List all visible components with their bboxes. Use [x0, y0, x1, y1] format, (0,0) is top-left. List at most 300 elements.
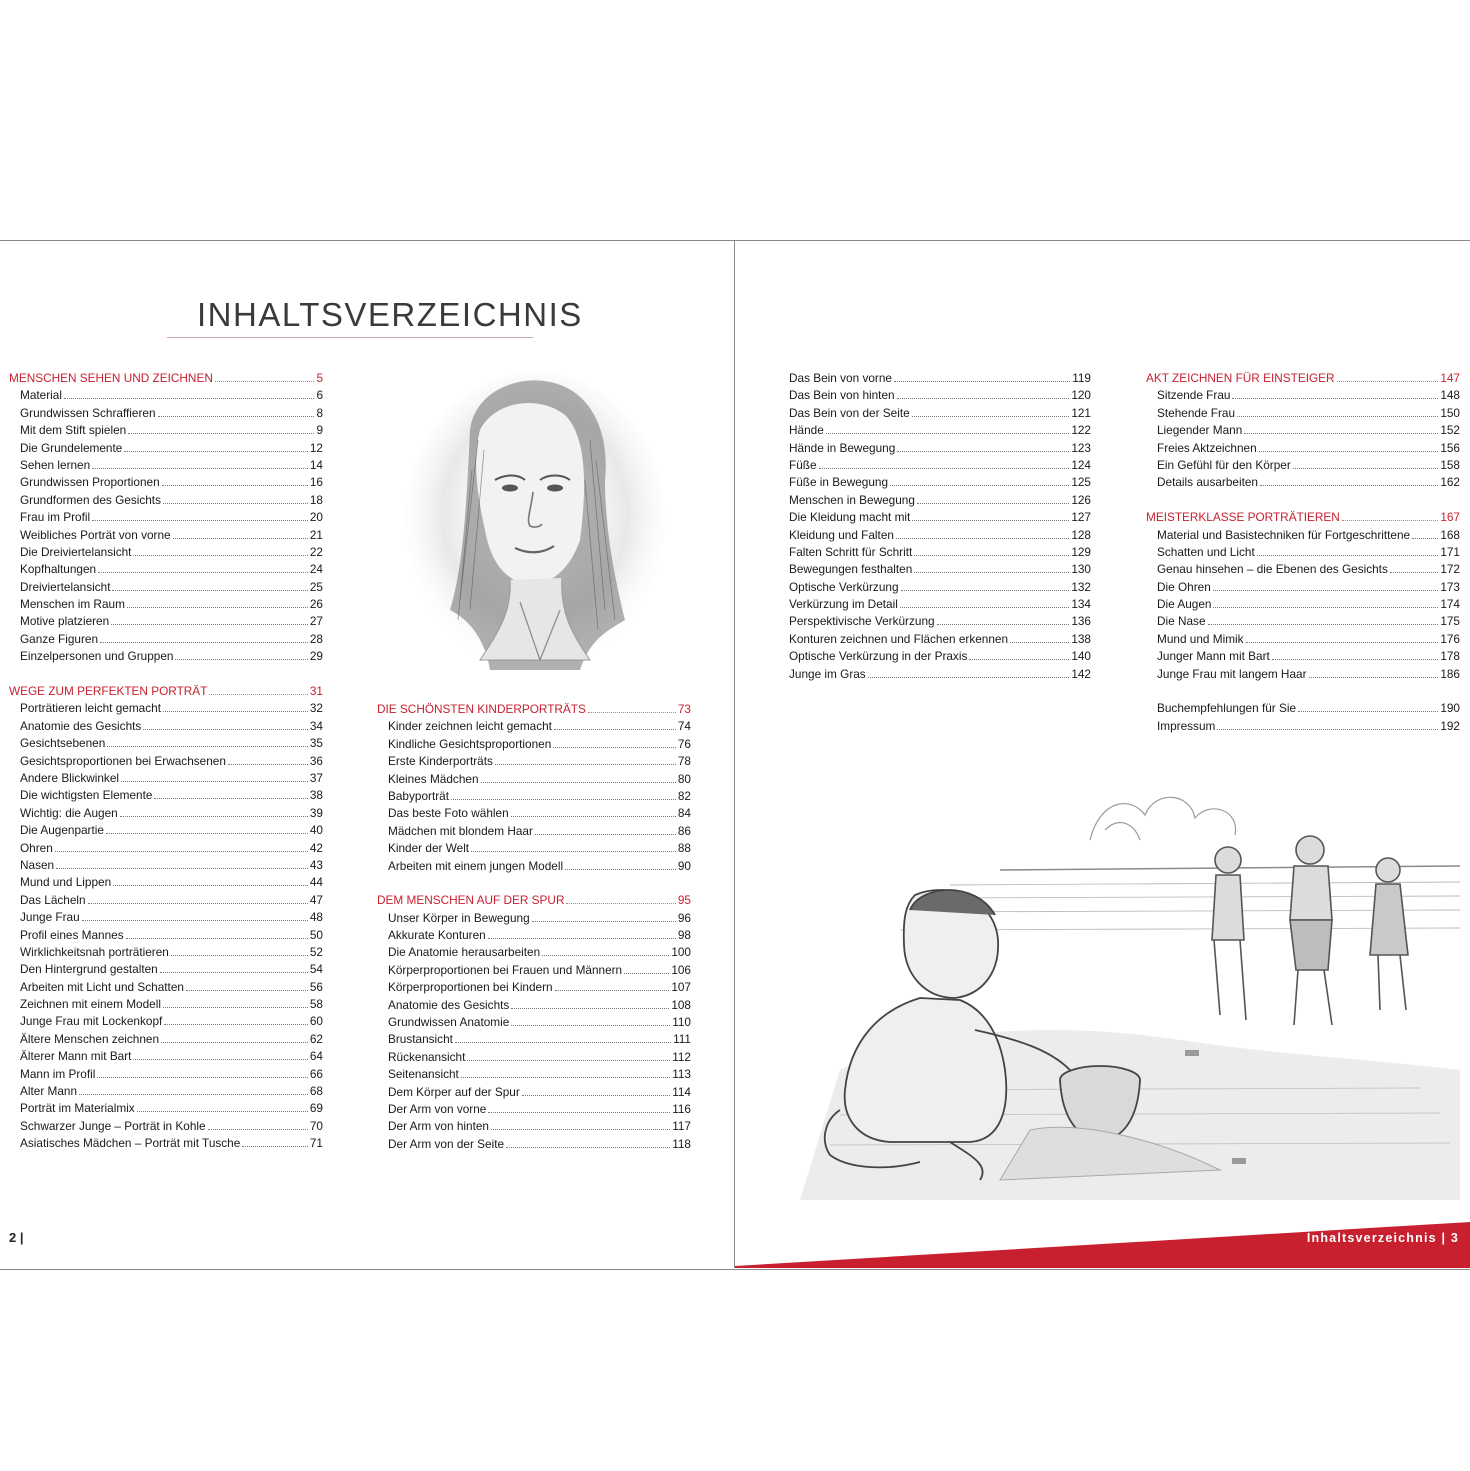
- dot-leader: [1217, 729, 1438, 730]
- toc-label: Das beste Foto wählen: [388, 806, 509, 821]
- toc-page-number: 74: [677, 719, 691, 734]
- toc-entry[interactable]: [9, 822, 323, 839]
- dot-leader: [175, 659, 307, 660]
- dot-leader: [912, 416, 1070, 417]
- toc-label: Asiatisches Mädchen – Porträt mit Tusche: [20, 1136, 241, 1151]
- toc-page-number: 124: [1071, 457, 1091, 472]
- toc-page-number: 119: [1072, 371, 1091, 385]
- toc-label: DEM MENSCHEN AUF DER SPUR: [377, 893, 565, 908]
- page-gutter: [734, 240, 735, 1268]
- toc-label: Andere Blickwinkel: [20, 770, 120, 785]
- toc-label: Wirklichkeitsnah porträtieren: [20, 944, 169, 959]
- toc-column-4: [1146, 370, 1460, 753]
- toc-page-number: 126: [1071, 492, 1091, 507]
- toc-label: Sehen lernen: [20, 457, 91, 472]
- toc-entry[interactable]: [377, 1118, 691, 1135]
- toc-page-number: 40: [309, 823, 323, 838]
- toc-entry[interactable]: [9, 996, 323, 1013]
- toc-label: Genau hinsehen – die Ebenen des Gesichts: [1157, 562, 1388, 577]
- dot-leader: [113, 885, 308, 886]
- toc-page-number: 174: [1440, 597, 1460, 612]
- toc-entry[interactable]: [377, 840, 691, 857]
- toc-entry[interactable]: [1146, 700, 1460, 717]
- toc-page-number: 16: [309, 475, 323, 490]
- toc-label: Älterer Mann mit Bart: [20, 1049, 132, 1064]
- toc-entry[interactable]: [1146, 422, 1460, 439]
- dot-leader: [1293, 468, 1439, 469]
- toc-entry[interactable]: [9, 857, 323, 874]
- dot-leader: [1244, 433, 1438, 434]
- toc-label: Kinder der Welt: [388, 841, 470, 856]
- toc-entry[interactable]: [377, 944, 691, 961]
- toc-entry[interactable]: [1146, 666, 1460, 683]
- toc-label: Die Nase: [1157, 614, 1206, 629]
- toc-label: Menschen in Bewegung: [789, 492, 915, 507]
- toc-entry[interactable]: [377, 962, 691, 979]
- toc-entry[interactable]: [1146, 596, 1460, 613]
- toc-label: Liegender Mann: [1157, 423, 1243, 438]
- toc-page-number: 156: [1440, 440, 1460, 455]
- toc-entry[interactable]: [9, 874, 323, 891]
- toc-label: Unser Körper in Bewegung: [388, 910, 530, 925]
- toc-label: Dreiviertelansicht: [20, 579, 111, 594]
- toc-entry[interactable]: [778, 631, 1091, 648]
- toc-label: Die Dreiviertelansicht: [20, 544, 132, 559]
- dot-leader: [1208, 624, 1439, 625]
- toc-entry[interactable]: [377, 771, 691, 788]
- toc-page-number: 136: [1071, 614, 1091, 629]
- toc-label: Porträtieren leicht gemacht: [20, 701, 161, 716]
- toc-entry[interactable]: [9, 979, 323, 996]
- toc-entry[interactable]: [9, 1118, 323, 1135]
- dot-leader: [55, 851, 308, 852]
- toc-page-number: 121: [1071, 405, 1091, 420]
- toc-entry[interactable]: [377, 1101, 691, 1118]
- toc-entry[interactable]: [377, 1014, 691, 1031]
- toc-page-number: 76: [677, 736, 691, 751]
- toc-entry[interactable]: [377, 1136, 691, 1153]
- toc-entry[interactable]: [377, 858, 691, 875]
- toc-entry[interactable]: [9, 387, 323, 404]
- dot-leader: [565, 869, 676, 870]
- toc-entry[interactable]: [9, 440, 323, 457]
- toc-label: Hände: [789, 423, 824, 438]
- toc-page-number: 113: [672, 1067, 691, 1082]
- toc-entry[interactable]: [778, 561, 1091, 578]
- toc-section: [9, 683, 323, 1153]
- toc-entry[interactable]: [377, 788, 691, 805]
- toc-label: Das Bein von der Seite: [789, 405, 910, 420]
- toc-page-number: 134: [1071, 597, 1091, 612]
- toc-label: MEISTERKLASSE PORTRÄTIEREN: [1146, 510, 1340, 525]
- toc-page-number: 26: [309, 597, 323, 612]
- toc-entry[interactable]: [778, 527, 1091, 544]
- toc-entry[interactable]: [9, 648, 323, 665]
- dot-leader: [566, 903, 675, 904]
- toc-entry[interactable]: [9, 840, 323, 857]
- page-number-left: 2 |: [9, 1230, 24, 1245]
- toc-page-number: 70: [309, 1118, 323, 1133]
- dot-leader: [511, 816, 676, 817]
- toc-entry[interactable]: [1146, 648, 1460, 665]
- toc-page-number: 31: [309, 684, 323, 699]
- dot-leader: [1246, 642, 1439, 643]
- dot-leader: [79, 1094, 308, 1095]
- toc-entry[interactable]: [1146, 544, 1460, 561]
- toc-entry[interactable]: [377, 736, 691, 753]
- toc-page-number: 108: [671, 997, 691, 1012]
- toc-entry[interactable]: [1146, 387, 1460, 404]
- dot-leader: [126, 938, 308, 939]
- dot-leader: [158, 416, 315, 417]
- toc-entry[interactable]: [9, 613, 323, 630]
- toc-page-number: 130: [1071, 562, 1091, 577]
- toc-entry[interactable]: [9, 892, 323, 909]
- toc-page-number: 36: [309, 753, 323, 768]
- toc-page-number: 167: [1440, 510, 1460, 525]
- toc-entry[interactable]: [377, 1049, 691, 1066]
- toc-entry[interactable]: [1146, 457, 1460, 474]
- toc-entry[interactable]: [1146, 474, 1460, 491]
- toc-label: Junger Mann mit Bart: [1157, 649, 1270, 664]
- dot-leader: [98, 572, 308, 573]
- toc-page-number: 86: [677, 823, 691, 838]
- toc-page-number: 34: [309, 718, 323, 733]
- toc-label: Körperproportionen bei Frauen und Männern: [388, 962, 623, 977]
- dot-leader: [1259, 451, 1439, 452]
- toc-page-number: 125: [1071, 475, 1091, 490]
- toc-entry[interactable]: [377, 1084, 691, 1101]
- toc-entry[interactable]: [778, 370, 1091, 387]
- dot-leader: [1010, 642, 1069, 643]
- dot-leader: [228, 764, 308, 765]
- toc-entry[interactable]: [9, 787, 323, 804]
- toc-entry[interactable]: [9, 579, 323, 596]
- dot-leader: [163, 503, 308, 504]
- dot-leader: [88, 903, 308, 904]
- toc-entry[interactable]: [778, 666, 1091, 683]
- toc-label: Die Augenpartie: [20, 823, 104, 838]
- dot-leader: [491, 1129, 670, 1130]
- toc-label: Ein Gefühl für den Körper: [1157, 457, 1291, 472]
- toc-label: Die Anatomie herausarbeiten: [388, 945, 541, 960]
- toc-page-number: 24: [309, 562, 323, 577]
- toc-entry[interactable]: [1146, 613, 1460, 630]
- dot-leader: [588, 712, 676, 713]
- toc-label: Falten Schritt für Schritt: [789, 544, 913, 559]
- toc-entry[interactable]: [377, 823, 691, 840]
- toc-page-number: 173: [1440, 579, 1460, 594]
- toc-section-header[interactable]: [1146, 509, 1460, 526]
- toc-page-number: 8: [316, 405, 323, 420]
- toc-entry[interactable]: [9, 961, 323, 978]
- toc-entry[interactable]: [1146, 527, 1460, 544]
- dot-leader: [455, 1042, 671, 1043]
- dot-leader: [1237, 416, 1438, 417]
- toc-page-number: 117: [672, 1119, 691, 1134]
- toc-entry[interactable]: [778, 457, 1091, 474]
- toc-column-3: [778, 370, 1091, 700]
- dot-leader: [819, 468, 1070, 469]
- toc-entry[interactable]: [9, 596, 323, 613]
- toc-entry[interactable]: [9, 1048, 323, 1065]
- toc-column-2: [377, 701, 691, 1171]
- toc-label: Alter Mann: [20, 1084, 78, 1099]
- dot-leader: [894, 381, 1070, 382]
- toc-entry[interactable]: [9, 405, 323, 422]
- toc-entry[interactable]: [778, 474, 1091, 491]
- toc-page-number: 48: [309, 910, 323, 925]
- toc-label: Schwarzer Junge – Porträt in Kohle: [20, 1118, 206, 1133]
- toc-entry[interactable]: [9, 1031, 323, 1048]
- toc-entry[interactable]: [9, 700, 323, 717]
- toc-page-number: 14: [309, 457, 323, 472]
- toc-entry[interactable]: [9, 770, 323, 787]
- toc-page-number: 21: [309, 527, 323, 542]
- toc-section-header[interactable]: [9, 370, 323, 387]
- toc-entry[interactable]: [9, 1066, 323, 1083]
- toc-page-number: 39: [309, 805, 323, 820]
- toc-page-number: 32: [309, 701, 323, 716]
- toc-entry[interactable]: [9, 753, 323, 770]
- toc-label: Gesichtsproportionen bei Erwachsenen: [20, 753, 226, 768]
- toc-entry[interactable]: [377, 1031, 691, 1048]
- toc-label: Die Grundelemente: [20, 440, 123, 455]
- dot-leader: [890, 485, 1069, 486]
- toc-entry[interactable]: [778, 492, 1091, 509]
- toc-label: Dem Körper auf der Spur: [388, 1084, 520, 1099]
- toc-page-number: 114: [672, 1084, 691, 1099]
- toc-page-number: 47: [309, 892, 323, 907]
- toc-page-number: 111: [673, 1032, 691, 1047]
- toc-page-number: 120: [1071, 388, 1091, 403]
- toc-label: Füße: [789, 457, 817, 472]
- dot-leader: [163, 1007, 308, 1008]
- toc-label: Wichtig: die Augen: [20, 805, 118, 820]
- toc-page-number: 147: [1440, 371, 1460, 385]
- toc-label: Den Hintergrund gestalten: [20, 962, 158, 977]
- toc-label: DIE SCHÖNSTEN KINDERPORTRÄTS: [377, 702, 586, 716]
- dot-leader: [532, 921, 676, 922]
- toc-entry[interactable]: [9, 527, 323, 544]
- toc-page-number: 90: [677, 858, 691, 873]
- dot-leader: [242, 1146, 308, 1147]
- toc-entry[interactable]: [9, 474, 323, 491]
- dot-leader: [92, 520, 308, 521]
- toc-entry[interactable]: [9, 492, 323, 509]
- toc-entry[interactable]: [778, 440, 1091, 457]
- toc-page-number: 190: [1440, 701, 1460, 716]
- toc-label: Einzelpersonen und Gruppen: [20, 649, 174, 664]
- toc-entry[interactable]: [9, 944, 323, 961]
- toc-entry[interactable]: [377, 1066, 691, 1083]
- toc-entry[interactable]: [778, 579, 1091, 596]
- toc-section: [1146, 509, 1460, 683]
- toc-entry[interactable]: [9, 1135, 323, 1152]
- dot-leader: [900, 607, 1069, 608]
- toc-entry[interactable]: [9, 735, 323, 752]
- toc-page-number: 12: [309, 440, 323, 455]
- toc-page-number: 175: [1440, 614, 1460, 629]
- dot-leader: [511, 1025, 670, 1026]
- toc-label: Körperproportionen bei Kindern: [388, 980, 553, 995]
- dot-leader: [107, 746, 308, 747]
- dot-leader: [133, 555, 307, 556]
- toc-section: [9, 370, 323, 666]
- dot-leader: [901, 590, 1070, 591]
- dot-leader: [471, 851, 676, 852]
- toc-label: Anatomie des Gesichts: [20, 718, 142, 733]
- toc-section-header[interactable]: [377, 701, 691, 718]
- toc-entry[interactable]: [9, 805, 323, 822]
- toc-entry[interactable]: [377, 910, 691, 927]
- toc-label: Mund und Mimik: [1157, 631, 1244, 646]
- toc-label: Erste Kinderporträts: [388, 754, 493, 769]
- toc-label: Junge im Gras: [789, 666, 866, 681]
- toc-label: Das Lächeln: [20, 892, 86, 907]
- toc-entry[interactable]: [1146, 440, 1460, 457]
- toc-page-number: 73: [677, 702, 691, 716]
- toc-page-number: 42: [309, 840, 323, 855]
- toc-label: Impressum: [1157, 718, 1216, 733]
- toc-page-number: 172: [1440, 562, 1460, 577]
- toc-entry[interactable]: [1146, 579, 1460, 596]
- toc-label: Babyporträt: [388, 788, 449, 803]
- dot-leader: [826, 433, 1070, 434]
- toc-label: Sitzende Frau: [1157, 388, 1231, 403]
- toc-entry[interactable]: [9, 631, 323, 648]
- dot-leader: [467, 1060, 670, 1061]
- toc-page-number: 106: [671, 962, 691, 977]
- toc-label: Buchempfehlungen für Sie: [1157, 701, 1297, 716]
- toc-section-header[interactable]: [1146, 370, 1460, 387]
- toc-label: Grundwissen Proportionen: [20, 475, 160, 490]
- toc-entry[interactable]: [9, 457, 323, 474]
- toc-page-number: 118: [672, 1136, 691, 1151]
- dot-leader: [164, 1024, 308, 1025]
- toc-entry[interactable]: [778, 405, 1091, 422]
- toc-page-number: 95: [677, 893, 691, 908]
- toc-entry[interactable]: [377, 979, 691, 996]
- toc-label: Motive platzieren: [20, 614, 110, 629]
- toc-entry[interactable]: [1146, 718, 1460, 735]
- dot-leader: [82, 920, 308, 921]
- toc-label: Arbeiten mit einem jungen Modell: [388, 858, 564, 873]
- toc-label: Konturen zeichnen und Flächen erkennen: [789, 631, 1009, 646]
- dot-leader: [451, 799, 676, 800]
- toc-entry[interactable]: [377, 718, 691, 735]
- toc-page-number: 38: [309, 788, 323, 803]
- toc-label: AKT ZEICHNEN FÜR EINSTEIGER: [1146, 371, 1335, 385]
- toc-entry[interactable]: [9, 927, 323, 944]
- toc-page-number: 128: [1071, 527, 1091, 542]
- toc-page-number: 100: [671, 945, 691, 960]
- toc-section-header[interactable]: [377, 892, 691, 909]
- toc-entry[interactable]: [9, 509, 323, 526]
- dot-leader: [120, 816, 308, 817]
- toc-section: [377, 892, 691, 1153]
- toc-label: Profil eines Mannes: [20, 927, 124, 942]
- toc-page-number: 78: [677, 754, 691, 769]
- dot-leader: [162, 485, 308, 486]
- toc-page-number: 52: [309, 944, 323, 959]
- toc-page-number: 148: [1440, 388, 1460, 403]
- toc-page-number: 43: [309, 857, 323, 872]
- toc-entry[interactable]: [1146, 405, 1460, 422]
- toc-entry[interactable]: [377, 927, 691, 944]
- running-footer: Inhaltsverzeichnis | 3: [1306, 1231, 1459, 1245]
- toc-page-number: 152: [1440, 423, 1460, 438]
- toc-entry[interactable]: [778, 387, 1091, 404]
- toc-page-number: 129: [1071, 544, 1091, 559]
- toc-page-number: 66: [309, 1066, 323, 1081]
- toc-label: Grundwissen Schraffieren: [20, 405, 156, 420]
- toc-label: Mann im Profil: [20, 1066, 96, 1081]
- toc-label: Zeichnen mit einem Modell: [20, 997, 161, 1012]
- toc-page-number: 138: [1071, 631, 1091, 646]
- toc-entry[interactable]: [9, 1013, 323, 1030]
- toc-column-1: [9, 370, 323, 1170]
- toc-entry[interactable]: [778, 648, 1091, 665]
- toc-label: Menschen im Raum: [20, 597, 125, 612]
- toc-entry[interactable]: [377, 805, 691, 822]
- toc-entry[interactable]: [9, 561, 323, 578]
- toc-entry[interactable]: [778, 596, 1091, 613]
- toc-entry[interactable]: [377, 753, 691, 770]
- toc-page-number: 178: [1440, 649, 1460, 664]
- toc-entry[interactable]: [9, 544, 323, 561]
- toc-entry[interactable]: [1146, 631, 1460, 648]
- toc-label: Akkurate Konturen: [388, 928, 486, 943]
- toc-section-header[interactable]: [9, 683, 323, 700]
- toc-label: Optische Verkürzung: [789, 579, 899, 594]
- dot-leader: [1213, 607, 1438, 608]
- toc-entry[interactable]: [377, 997, 691, 1014]
- dot-leader: [555, 990, 670, 991]
- toc-label: Junge Frau mit Lockenkopf: [20, 1014, 163, 1029]
- toc-entry[interactable]: [1146, 561, 1460, 578]
- toc-page-number: 28: [309, 631, 323, 646]
- toc-label: Junge Frau: [20, 910, 80, 925]
- toc-entry[interactable]: [9, 1083, 323, 1100]
- toc-page-number: 29: [309, 649, 323, 664]
- toc-entry[interactable]: [9, 718, 323, 735]
- toc-entry[interactable]: [778, 422, 1091, 439]
- toc-entry[interactable]: [9, 909, 323, 926]
- dot-leader: [897, 398, 1070, 399]
- toc-page-number: 98: [677, 928, 691, 943]
- dot-leader: [937, 624, 1070, 625]
- toc-entry[interactable]: [778, 509, 1091, 526]
- toc-section: [1146, 370, 1460, 492]
- toc-page-number: 127: [1071, 510, 1091, 525]
- toc-label: Ältere Menschen zeichnen: [20, 1031, 160, 1046]
- dot-leader: [143, 729, 308, 730]
- toc-entry[interactable]: [778, 544, 1091, 561]
- dot-leader: [100, 642, 308, 643]
- toc-entry[interactable]: [778, 613, 1091, 630]
- toc-page-number: 88: [677, 841, 691, 856]
- toc-page-number: 58: [309, 997, 323, 1012]
- dot-leader: [553, 747, 676, 748]
- toc-entry[interactable]: [9, 422, 323, 439]
- toc-page-number: 107: [671, 980, 691, 995]
- dot-leader: [969, 659, 1069, 660]
- toc-label: Schatten und Licht: [1157, 544, 1255, 559]
- toc-entry[interactable]: [9, 1100, 323, 1117]
- dot-leader: [896, 538, 1069, 539]
- dot-leader: [215, 381, 315, 382]
